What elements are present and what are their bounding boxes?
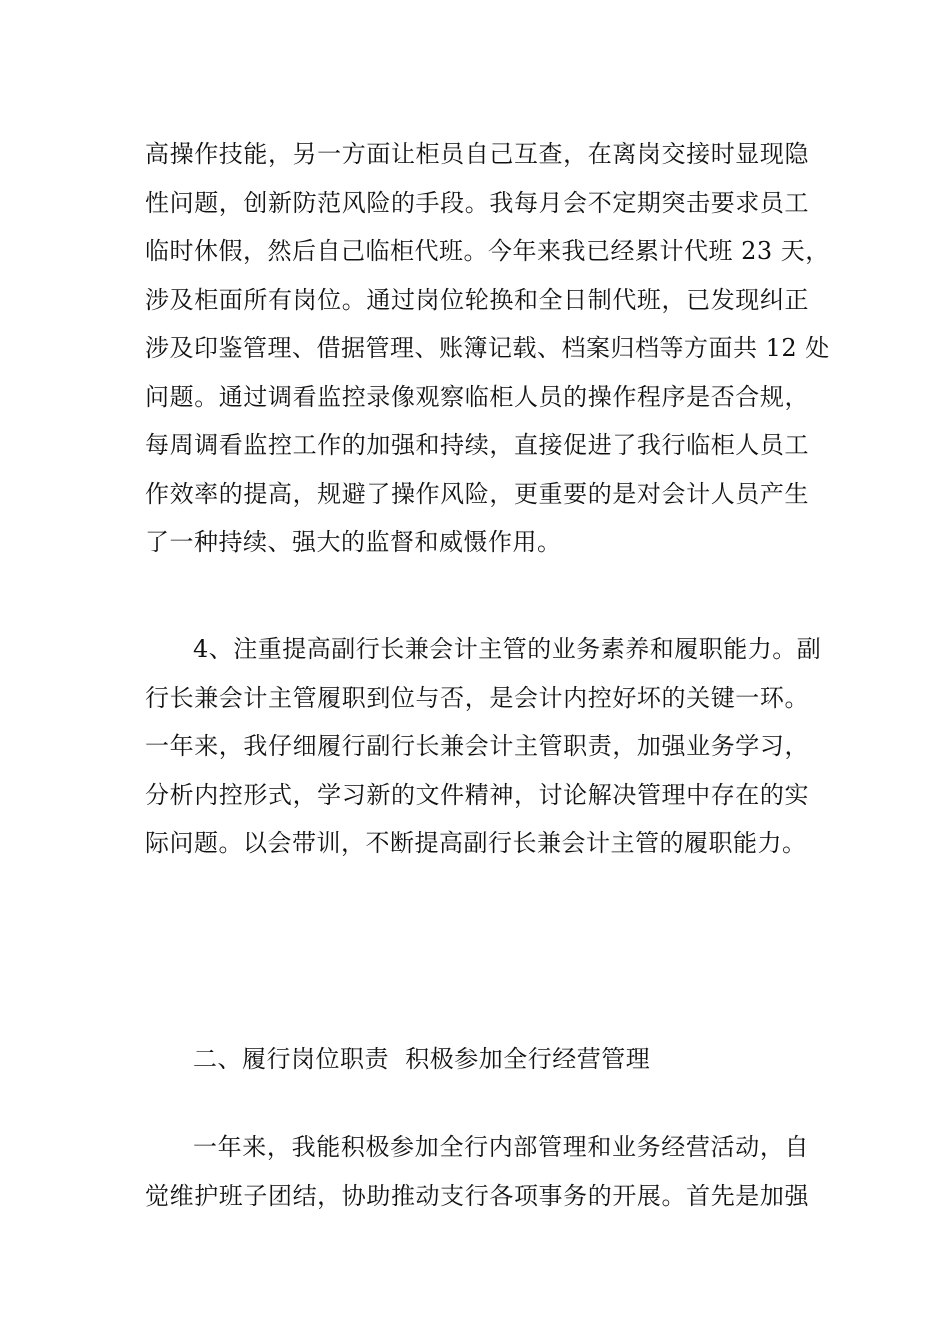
paragraph-line: 一年来，我仔细履行副行长兼会计主管职责，加强业务学习， bbox=[145, 732, 809, 760]
paragraph-line: 作效率的提高，规避了操作风险，更重要的是对会计人员产生 bbox=[145, 479, 809, 508]
section-heading: 二、履行岗位职责 积极参加全行经营管理 bbox=[193, 1045, 651, 1073]
paragraph-line: 性问题，创新防范风险的手段。我每月会不定期突击要求员工 bbox=[145, 188, 809, 217]
body-paragraph-rotation-and-monitoring bbox=[145, 130, 830, 567]
paragraph-line: 每周调看监控工作的加强和持续，直接促进了我行临柜人员工 bbox=[145, 431, 809, 459]
body-paragraph-item-4 bbox=[145, 625, 822, 868]
paragraph-line: 了一种持续、强大的监督和威慑作用。 bbox=[145, 528, 562, 556]
paragraph-line: 问题。通过调看监控录像观察临柜人员的操作程序是否合规， bbox=[145, 382, 809, 411]
paragraph-line: 一年来，我能积极参加全行内部管理和业务经营活动，自 bbox=[193, 1133, 809, 1161]
paragraph-line: 觉维护班子团结，协助推动支行各项事务的开展。首先是加强 bbox=[145, 1181, 809, 1210]
paragraph-line: 临时休假，然后自己临柜代班。今年来我已经累计代班 23 天， bbox=[145, 237, 830, 265]
paragraph-line: 涉及印鉴管理、借据管理、账簿记载、档案归档等方面共 12 处 bbox=[145, 334, 830, 362]
paragraph-line: 际问题。以会带训，不断提高副行长兼会计主管的履职能力。 bbox=[145, 829, 807, 857]
paragraph-line: 行长兼会计主管履职到位与否，是会计内控好坏的关键一环。 bbox=[145, 683, 809, 712]
paragraph-line: 涉及柜面所有岗位。通过岗位轮换和全日制代班，已发现纠正 bbox=[145, 285, 809, 314]
paragraph-line: 4、注重提高副行长兼会计主管的业务素养和履职能力。副 bbox=[193, 635, 822, 663]
body-paragraph-section-two bbox=[145, 1123, 809, 1220]
paragraph-line: 分析内控形式，学习新的文件精神，讨论解决管理中存在的实 bbox=[145, 780, 809, 809]
paragraph-line: 高操作技能，另一方面让柜员自己互查，在离岗交接时显现隐 bbox=[145, 140, 809, 168]
